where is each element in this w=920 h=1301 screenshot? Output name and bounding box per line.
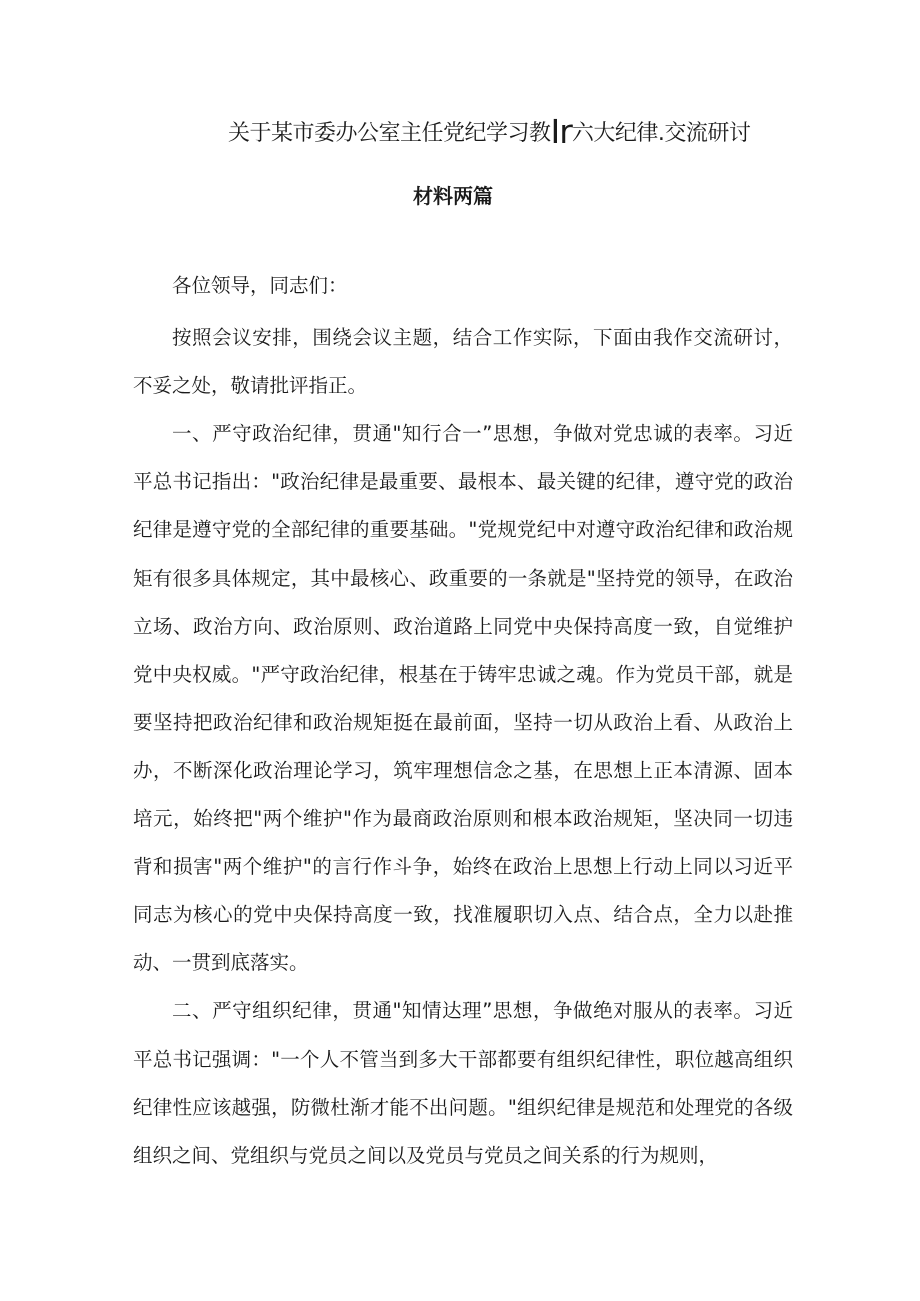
paragraph-political-discipline: 一、严守政治纪律，贯通"知行合一”思想，争做对党忠诚的表率。习近平总书记指出："政治纪律是最重要、最根本、最关键的纪律，遵守党的政治纪律是遵守党的全部纪律的重要基础。"党规党纪中对遵守政治纪律和政治规矩有很多具体规定，其中最核心、政重要的一条就是"坚持党的领导，在政治立场、政治方向、政治原则、政治道路上同党中央保持高度一致，自觉维护党中央权威。"严守政治纪律，根基在于铸牢忠诚之魂。作为党员干部，就是要坚持把政治纪律和政治规矩挺在最前面，坚持一切从政治上看、从政治上办，不断深化政治理论学习，筑牢理想信念之基，在思想上正本清源、固本培元，始终把"两个维护"作为最商政治原则和根本政治规矩，坚决同一切违背和损害"两个维护"的言行作斗争，始终在政治上思想上行动上同以习近平同志为核心的党中央保持高度一致，找准履职切入点、结合点，全力以赴推动、一贯到底落实。 — [133, 422, 793, 975]
title-part-2: 六大纪律.交流研讨 — [571, 121, 751, 146]
document-title — [228, 112, 750, 151]
paragraph-organizational-discipline: 二、严守组织纪律，贯通"知情达理”思想，争做绝对服从的表率。习近平总书记强调："一个人不管当到多大干部都要有组织纪律性，职位越高组织纪律性应该越强，防微杜渐才能不出问题。"组织纪律是规范和处理党的各级组织之间、党组织与党员之间以及党员与党员之间关系的行为规则， — [133, 999, 793, 1167]
title-part-1: 关于某市委办公室主任党纪学习教 — [228, 121, 551, 146]
salutation: 各位领导，同志们： — [172, 274, 348, 297]
title-glitch-text: Ir — [550, 112, 572, 151]
document-subtitle: 材料两篇 — [413, 184, 493, 208]
document-body — [133, 262, 793, 1180]
paragraph-intro: 按照会议安排，围绕会议主题，结合工作实际，下面由我作交流研讨，不妥之处，敬请批评指正。 — [133, 326, 793, 398]
